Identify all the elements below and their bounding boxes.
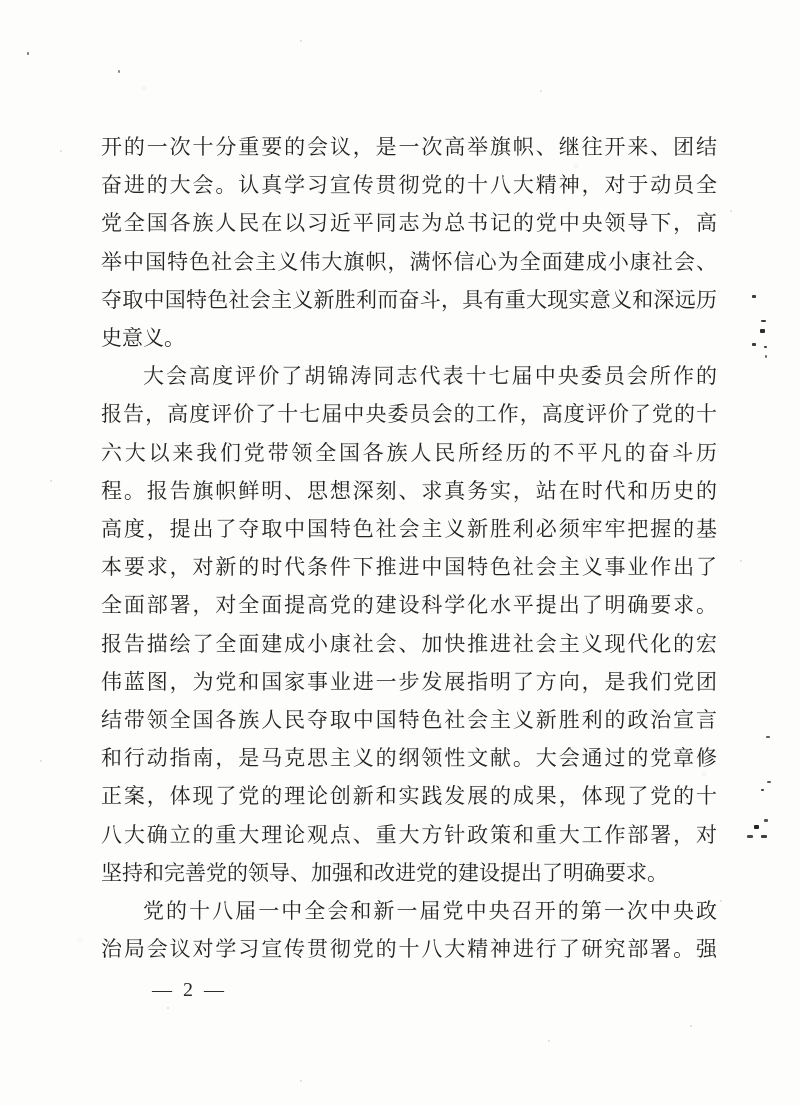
paper-speckle	[60, 150, 62, 152]
scan-speck	[754, 825, 759, 829]
scan-speck	[761, 789, 764, 791]
text-line: 正案，体现了党的理论创新和实践发展的成果，体现了党的十	[101, 784, 717, 809]
paper-speckle	[50, 480, 52, 482]
text-line: 奋进的大会。认真学习宣传贯彻党的十八大精神，对于动员全	[101, 173, 717, 198]
scan-speck	[747, 835, 753, 838]
text-line: 史意义。	[101, 326, 185, 351]
text-line: 六大以来我们党带领全国各族人民所经历的不平凡的奋斗历	[101, 440, 717, 465]
scan-speck	[764, 819, 768, 822]
scan-speck	[752, 295, 756, 298]
paper-speckle	[167, 1007, 169, 1009]
paper-speckle	[548, 1040, 550, 1042]
scan-speck	[752, 343, 756, 346]
scan-speck	[761, 835, 767, 838]
paper-speckle	[690, 1025, 692, 1027]
text-line: 治局会议对学习宣传贯彻党的十八大精神进行了研究部署。强	[101, 937, 717, 962]
paper-speckle	[540, 90, 542, 92]
scan-speck	[765, 355, 767, 358]
text-line: 党的十八届一中全会和新一届党中央召开的第一次中央政	[143, 899, 717, 924]
paragraph	[101, 357, 717, 892]
text-line: 伟蓝图，为党和国家事业进一步发展指明了方向，是我们党团	[101, 669, 717, 694]
text-line: 党全国各族人民在以习近平同志为总书记的党中央领导下，高	[101, 211, 717, 236]
paper-speckle	[300, 40, 302, 42]
scan-speck	[764, 346, 767, 348]
document-body	[101, 128, 717, 968]
paragraph	[101, 128, 717, 357]
text-line: 本要求，对新的时代条件下推进中国特色社会主义事业作出了	[101, 555, 717, 580]
scan-speck	[767, 781, 771, 783]
text-line: 结带领全国各族人民夺取中国特色社会主义新胜利的政治宣言	[101, 708, 717, 733]
text-line: 举中国特色社会主义伟大旗帜，满怀信心为全面建成小康社会、	[101, 249, 717, 274]
scan-speck	[760, 329, 765, 333]
text-line: 夺取中国特色社会主义新胜利而奋斗，具有重大现实意义和深远历	[101, 287, 717, 312]
text-line: 报告描绘了全面建成小康社会、加快推进社会主义现代化的宏	[101, 631, 717, 656]
scan-speck	[27, 52, 29, 55]
paper-speckle	[300, 1080, 302, 1082]
scan-speck	[118, 70, 120, 73]
text-line: 程。报告旗帜鲜明、思想深刻、求真务实，站在时代和历史的	[101, 478, 717, 503]
text-line: 和行动指南，是马克思主义的纲领性文献。大会通过的党章修	[101, 746, 717, 771]
page-number: — 2 —	[152, 979, 227, 1001]
scan-speck	[766, 736, 770, 738]
text-line: 高度，提出了夺取中国特色社会主义新胜利必须牢牢把握的基	[101, 517, 717, 542]
paper-speckle	[740, 560, 742, 562]
text-line: 大会高度评价了胡锦涛同志代表十七届中央委员会所作的	[143, 364, 717, 389]
text-line: 坚持和完善党的领导、加强和改进党的建设提出了明确要求。	[101, 860, 668, 885]
text-line: 八大确立的重大理论观点、重大方针政策和重大工作部署，对	[101, 822, 717, 847]
scan-speck	[761, 320, 766, 322]
paper-speckle	[40, 760, 42, 762]
paragraph	[101, 892, 717, 968]
text-line: 全面部署，对全面提高党的建设科学化水平提出了明确要求。	[101, 593, 717, 618]
text-line: 开的一次十分重要的会议，是一次高举旗帜、继往开来、团结	[101, 135, 717, 159]
paper-speckle	[730, 210, 732, 212]
paper-speckle	[720, 900, 722, 902]
text-line: 报告，高度评价了十七届中央委员会的工作，高度评价了党的十	[101, 402, 717, 427]
